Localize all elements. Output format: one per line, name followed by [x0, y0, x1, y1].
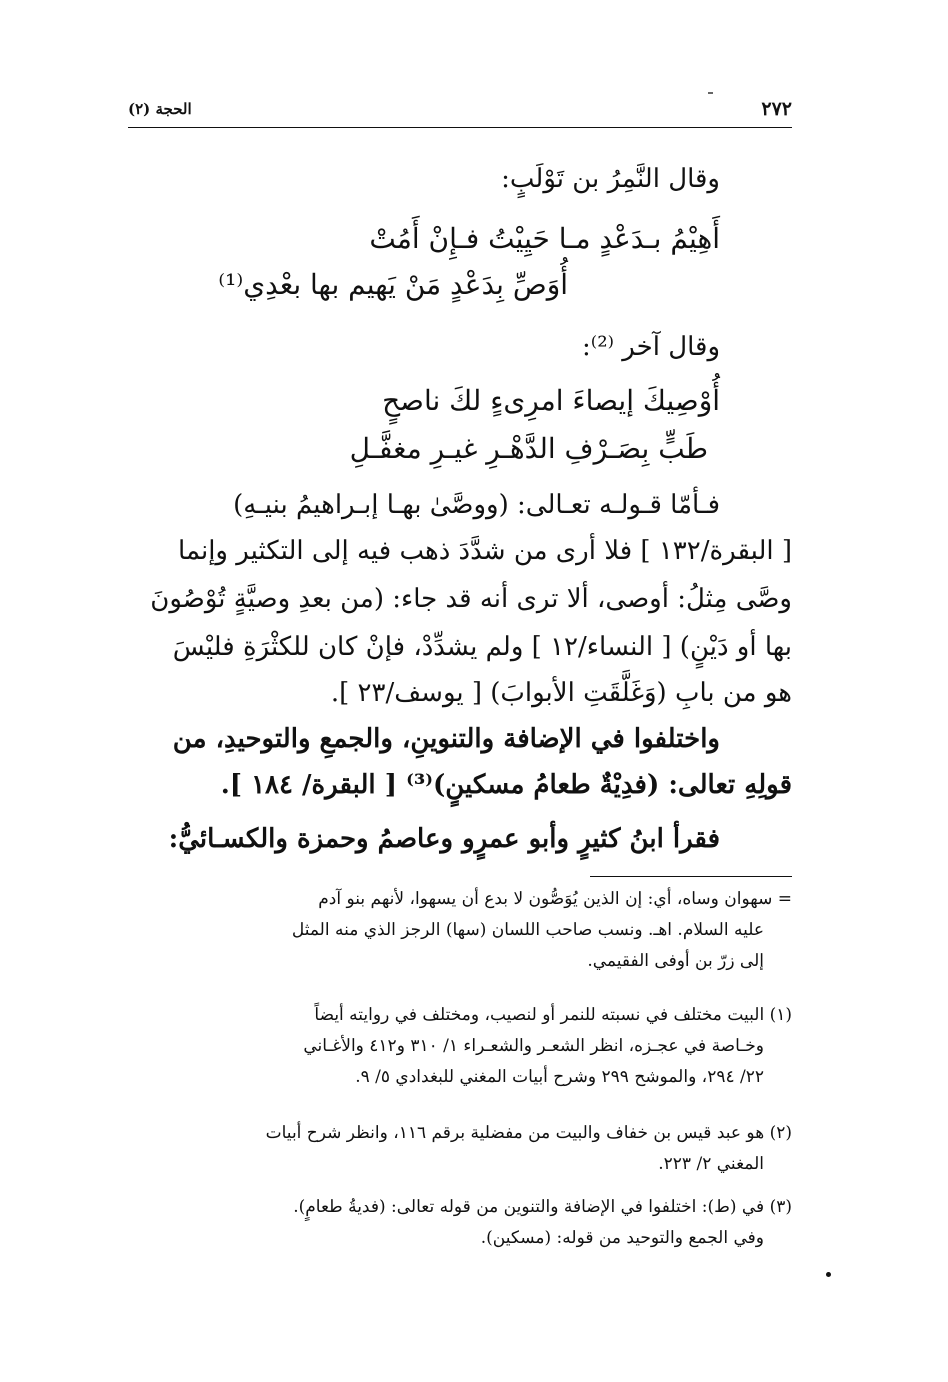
footnote-3-line-1: (٣) في (ط): اختلفوا في الإضافة والتنوين من قوله تعالى: (فديةُ طعامٍ). [293, 1197, 792, 1217]
paragraph1-line-5: هو من بابِ (وَغَلَّقَتِ الأبوابَ) [ يوسف/٢٣ ]. [330, 678, 792, 708]
poem2-intro: وقال آخر ⁽²⁾: [582, 332, 720, 362]
running-header [128, 96, 792, 128]
paragraph1-line-3: وصَّى مِثلُ: أوصى، ألا ترى أنه قد جاء: (من بعدِ وصيَّةٍ تُوْصُونَ [150, 584, 792, 614]
paragraph1-line-1: فـأمّا قـولـه تعـالى: (ووصَّىٰ بهـا إبـراهيمُ بنيـهِ) [233, 490, 720, 520]
footnote-continuation [130, 884, 792, 977]
paragraph2-line-2: قولِهِ تعالى: (فدِيْةٌ طعامُ مسكينٍ)⁽³⁾ [ البقرة/ ١٨٤ ]. [220, 770, 792, 800]
paragraph1-line-2: [ البقرة/١٣٢ ] فلا أرى من شدَّدَ ذهب فيه إلى التكثير وإنما [178, 536, 792, 566]
footnote-2 [130, 1118, 792, 1180]
footnote-continuation-line-3: إلى زرّ بن أوفى الفقيمي. [587, 951, 764, 971]
footnote-1 [130, 1000, 792, 1093]
footnote-rule [590, 876, 792, 877]
running-title: الحجة (٢) [128, 100, 192, 118]
paragraph1-line-4: بها أو دَيْنٍ) [ النساء/١٢ ] ولم يشدِّدْ، فإنْ كان للكثْرَةِ فليْسَ [172, 632, 792, 662]
ink-speck [708, 92, 713, 94]
footnote-1-line-3: ٢٢/ ٢٩٤، والموشح ٢٩٩ وشرح أبيات المغني للبغدادي ٥/ ٩. [355, 1067, 764, 1087]
paragraph2-line-1: واختلفوا في الإضافة والتنوينِ، والجمعِ والتوحيدِ، من [172, 724, 720, 754]
header-rule [128, 127, 792, 128]
poem2-hemistich-1: أُوْصِيكَ إيصاءَ امرِىءٍ لكَ ناصحٍ [382, 384, 720, 417]
footnote-continuation-line-1: سهوان وساه، أي: إن الذين يُوَصُّون لا بدع أن يسهوا، لأنهم بنو آدم [318, 889, 773, 909]
footnote-1-line-2: وخـاصة في عجـزه، انظر الشعـر والشعـراء ١/ ٣١٠ و٤١٢ والأغـاني [303, 1036, 764, 1056]
ink-dot [826, 1272, 831, 1277]
poem2-hemistich-2: طَبٍّ بِصَـرْفِ الدَّهْـرِ غيـرِ مغفَّـلِ [349, 432, 708, 465]
paragraph3-line: فقرأ ابنُ كثيرٍ وأبو عمرٍو وعاصمُ وحمزة والكسـائيُّ: [168, 824, 720, 854]
footnote-1-line-1: (١) البيت مختلف في نسبته للنمر أو لنصيب، ومختلف في روايته أيضاً [314, 1005, 792, 1025]
footnote-2-line-2: المغني ٢/ ٢٢٣. [658, 1154, 764, 1174]
poem1-intro: وقال النَّمِرُ بن تَوْلَبٍ: [501, 164, 720, 194]
poem1-hemistich-1: أَهِيْمُ بـدَعْدٍ مـا حَيِيْتُ فـإِنْ أَمُتْ [369, 222, 720, 255]
footnote-3 [130, 1192, 792, 1254]
footnote-continuation-line-2: عليه السلام. اهـ. ونسب صاحب اللسان (سها) الرجز الذي منه المثل [291, 920, 764, 940]
poem1-hemistich-2: أُوَصِّ بِدَعْدٍ مَنْ يَهيم بها بعْدِي⁽¹⁾ [218, 268, 568, 301]
page-number: ٢٧٢ [761, 98, 792, 120]
footnote-continuation-marker: = [777, 889, 792, 909]
footnote-3-line-2: وفي الجمع والتوحيد من قوله: (مسكين). [480, 1228, 764, 1248]
footnote-2-line-1: (٢) هو عبد قيس بن خفاف والبيت من مفضلية برقم ١١٦، وانظر شرح أبيات [265, 1123, 792, 1143]
